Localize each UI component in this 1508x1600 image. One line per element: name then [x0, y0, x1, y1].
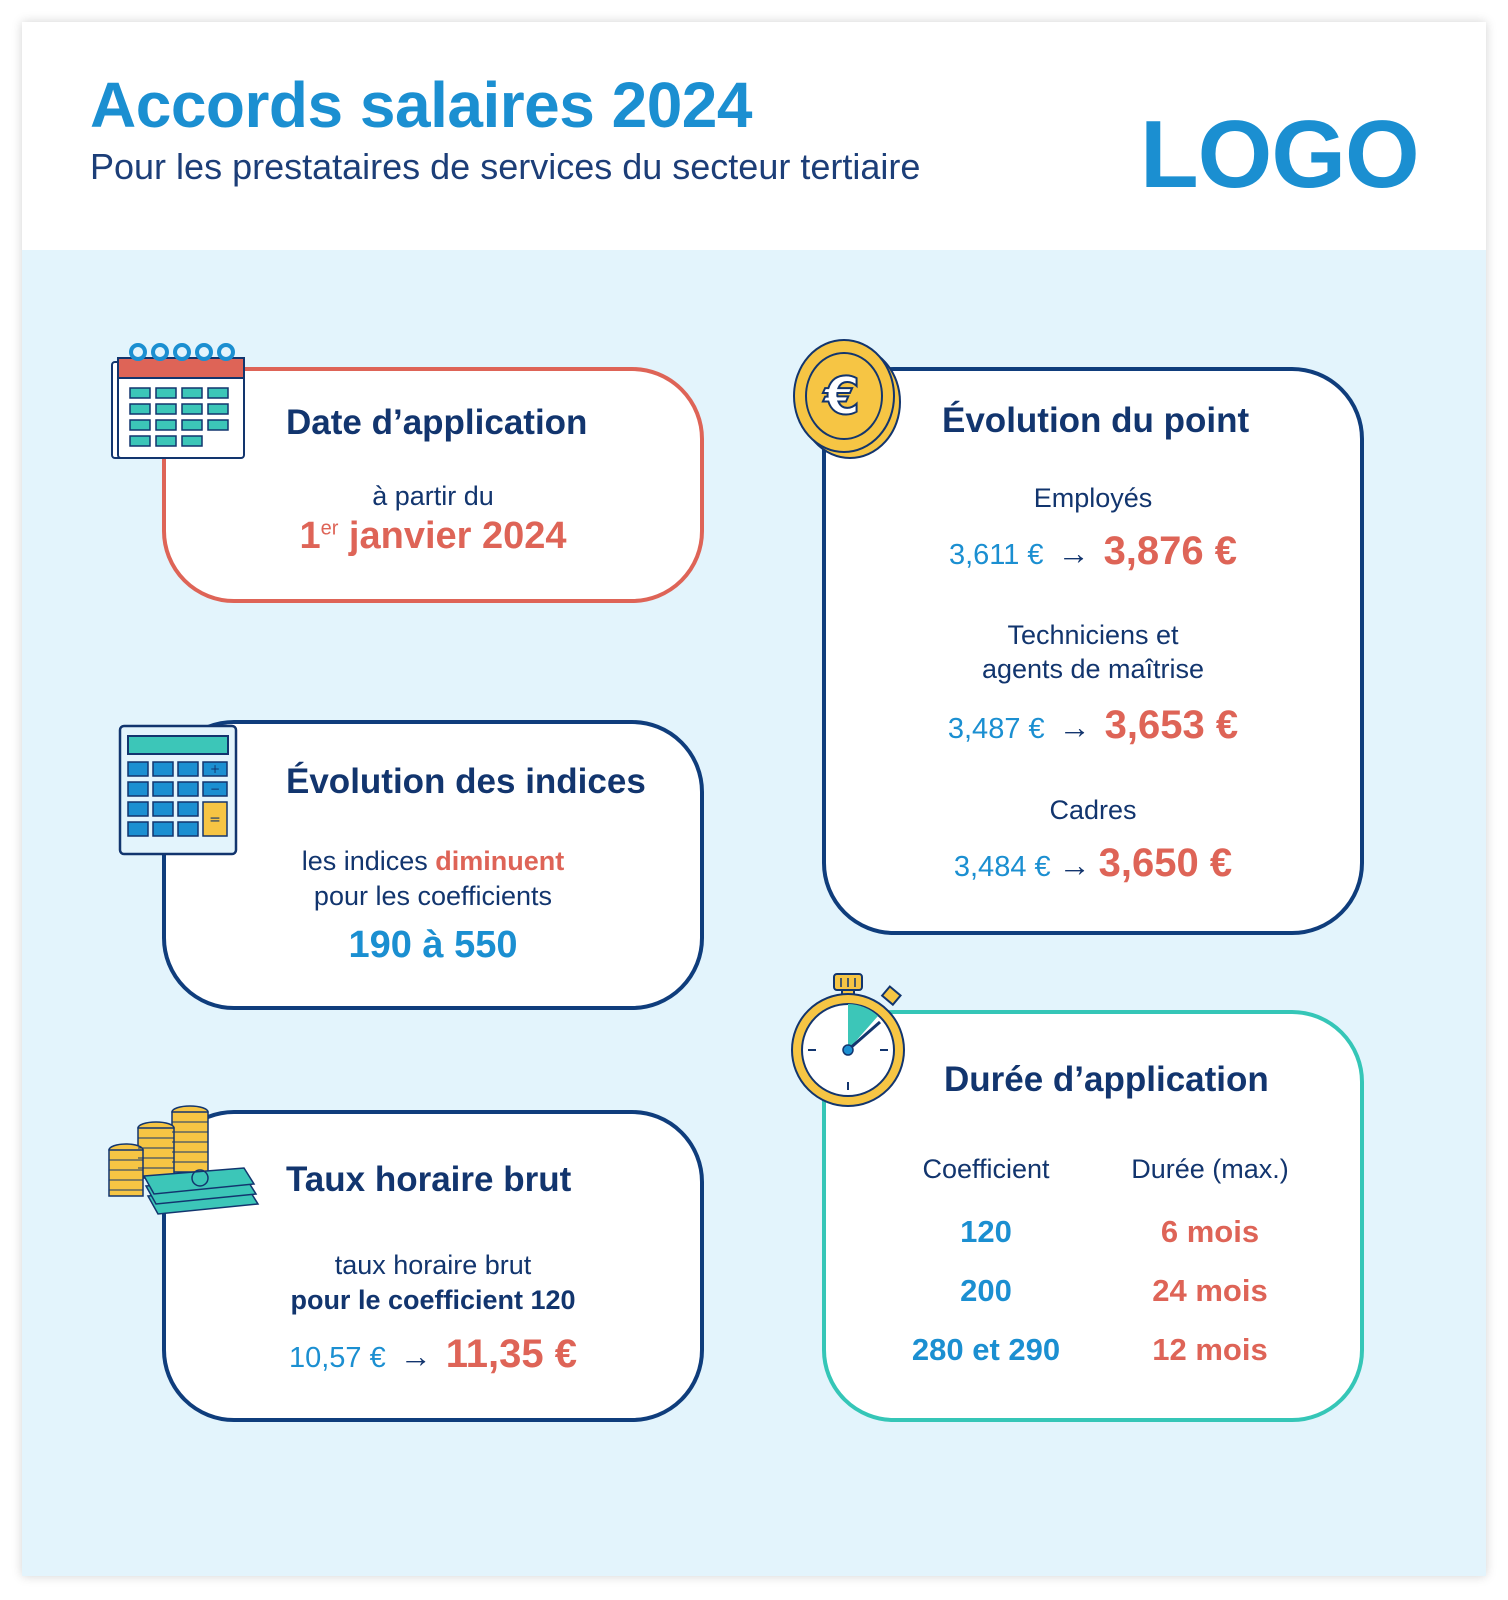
page-title: Accords salaires 2024	[90, 69, 752, 141]
svg-text:€: €	[823, 367, 861, 427]
money-stack-icon	[108, 1100, 260, 1220]
techniciens-new: 3,653 €	[1104, 703, 1239, 747]
cadres-label: Cadres	[1049, 795, 1137, 825]
row-coef-1: 120	[960, 1214, 1012, 1249]
card-title: Évolution du point	[942, 401, 1250, 440]
svg-text:−: −	[209, 782, 221, 796]
techniciens-old: 3,487 €	[947, 713, 1045, 745]
card-title: Durée d’application	[944, 1060, 1269, 1099]
indices-line1	[166, 846, 700, 877]
taux-line1: taux horaire brut	[334, 1250, 532, 1280]
employes-old: 3,611 €	[948, 539, 1044, 571]
cadres-new: 3,650 €	[1098, 841, 1233, 885]
header	[22, 22, 1486, 250]
employes-label: Employés	[1033, 483, 1153, 513]
logo: LOGO	[1140, 101, 1419, 208]
date-value	[166, 515, 700, 558]
page-subtitle: Pour les prestataires de services du secteur tertiaire	[90, 146, 921, 187]
indices-line1-text: les indices	[301, 846, 436, 876]
employes-evolution	[826, 529, 1360, 574]
date-month-year: janvier 2024	[338, 515, 567, 557]
svg-text:+: +	[209, 762, 221, 776]
stopwatch-icon	[788, 970, 918, 1110]
date-day: 1	[299, 515, 321, 557]
row-coef-3: 280 et 290	[911, 1332, 1061, 1367]
row-duree-1: 6 mois	[1160, 1214, 1260, 1249]
indices-line2: pour les coefficients	[313, 881, 553, 911]
arrow-icon: →	[1058, 709, 1091, 745]
duree-column-header: Durée (max.)	[1131, 1154, 1289, 1184]
cadres-old: 3,484 €	[953, 851, 1051, 883]
content-area	[22, 250, 1486, 1576]
row-duree-2: 24 mois	[1152, 1273, 1268, 1308]
card-title: Évolution des indices	[286, 762, 646, 801]
infographic-sheet	[22, 22, 1486, 1576]
date-sup: er	[320, 517, 339, 540]
row-coef-2: 200	[960, 1273, 1012, 1308]
taux-old: 10,57 €	[288, 1342, 386, 1374]
arrow-icon: →	[1058, 847, 1091, 883]
taux-line2: pour le coefficient 120	[290, 1285, 576, 1315]
taux-new: 11,35 €	[445, 1332, 577, 1376]
svg-text:=: =	[209, 812, 221, 828]
arrow-icon: →	[399, 1338, 432, 1374]
indices-card	[162, 720, 704, 1010]
date-intro: à partir du	[372, 481, 494, 511]
euro-coin-icon	[788, 332, 904, 464]
calendar-icon	[108, 342, 248, 462]
card-title: Taux horaire brut	[286, 1160, 572, 1199]
indices-range: 190 à 550	[348, 924, 518, 966]
calculator-icon	[116, 722, 240, 858]
taux-evolution	[166, 1332, 700, 1377]
arrow-icon: →	[1057, 535, 1090, 571]
cadres-evolution	[826, 841, 1360, 886]
coefficient-column-header: Coefficient	[922, 1154, 1050, 1184]
row-duree-3: 12 mois	[1152, 1332, 1268, 1367]
card-title: Date d’application	[286, 403, 588, 442]
indices-highlight: diminuent	[435, 846, 565, 876]
techniciens-evolution	[826, 703, 1360, 748]
techniciens-label-2: agents de maîtrise	[981, 654, 1205, 684]
employes-new: 3,876 €	[1103, 529, 1238, 573]
techniciens-label-1: Techniciens et	[1007, 620, 1179, 650]
